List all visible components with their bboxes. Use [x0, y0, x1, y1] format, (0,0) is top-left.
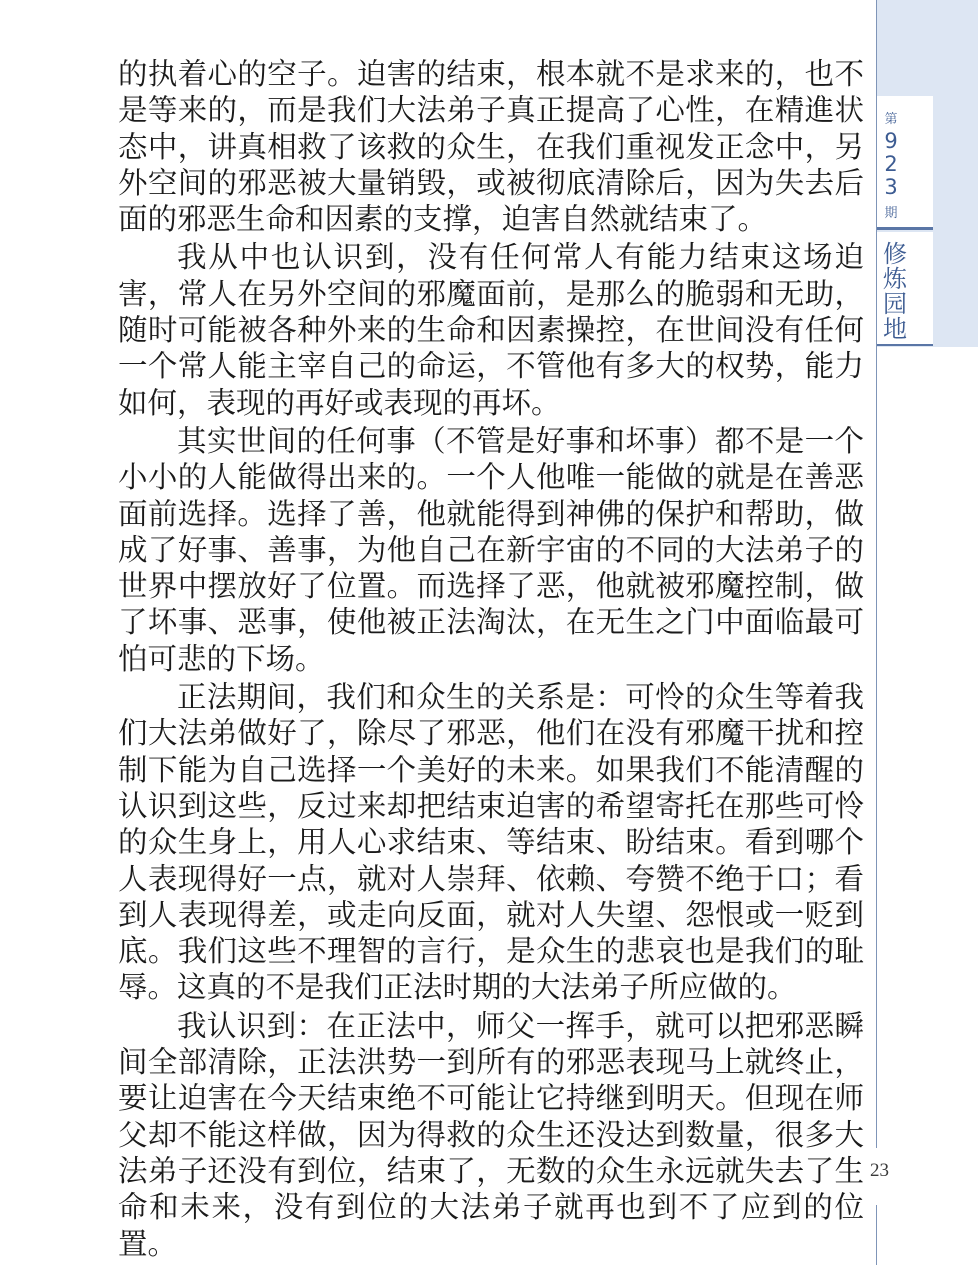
section-char: 地 — [883, 315, 907, 343]
issue-number — [877, 130, 905, 199]
issue-digit: 2 — [884, 152, 898, 176]
section-title — [881, 242, 909, 342]
issue-number-box — [877, 96, 933, 229]
section-char: 修 — [883, 240, 907, 268]
issue-digit: 3 — [884, 175, 898, 199]
section-char: 炼 — [883, 265, 907, 293]
paragraph: 其实世间的任何事（不管是好事和坏事）都不是一个小小的人能做得出来的。一个人他唯一能做的就是在善恶面前选择。选择了善，他就能得到神佛的保护和帮助，做成了好事、善事，为他自己在新宇宙的不同的大法弟子的世界中摆放好了位置。而选择了恶，他就被邪魔控制，做了坏事、恶事，使他被正法淘汰，在无生之门中面临最可怕可悲的下场。 — [118, 423, 864, 676]
section-char: 园 — [883, 290, 907, 318]
page-number: 23 — [870, 1160, 889, 1181]
issue-prefix: 第 — [884, 112, 898, 127]
paragraph: 我从中也认识到，没有任何常人有能力结束这场迫害，常人在另外空间的邪魔面前，是那么的脆弱和无助，随时可能被各种外来的生命和因素操控，在世间没有任何一个常人能主宰自己的命运，不管他有多大的权势，能力如何，表现的再好或表现的再坏。 — [118, 240, 864, 420]
paragraph: 的执着心的空子。迫害的结束，根本就不是求来的，也不是等来的，而是我们大法弟子真正提高了心性，在精進状态中，讲真相救了该救的众生，在我们重视发正念中，另外空间的邪恶被大量销毁，或被彻底清除后，因为失去后面的邪恶生命和因素的支撑，迫害自然就结束了。 — [118, 57, 864, 237]
section-label-box — [877, 232, 933, 346]
sidebar-rule-lower — [876, 1205, 877, 1265]
paragraph: 正法期间，我们和众生的关系是：可怜的众生等着我们大法弟做好了，除尽了邪恶，他们在没有邪魔干扰和控制下能为自己选择一个美好的未来。如果我们不能清醒的认识到这些，反过来却把结束迫害的希望寄托在那些可怜的众生身上，用人心求结束、等结束、盼结束。看到哪个人表现得好一点，就对人崇拜、依赖、夸赞不绝于口；看到人表现得差，或走向反面，就对人失望、怨恨或一贬到底。我们这些不理智的言行，是众生的悲哀也是我们的耻辱。这真的不是我们正法时期的大法弟子所应做的。 — [118, 680, 864, 1005]
issue-suffix: 期 — [884, 206, 898, 221]
article-body — [118, 56, 864, 1264]
paragraph: 我认识到：在正法中，师父一挥手，就可以把邪恶瞬间全部清除，正法洪势一到所有的邪恶表现马上就终止，要让迫害在今天结束绝不可能让它持继到明天。但现在师父却不能这样做，因为得救的众生还没达到数量，很多大法弟子还没有到位，结束了，无数的众生永远就失去了生命和未来，没有到位的大法弟子就再也到不了应到的位置。 — [118, 1008, 864, 1261]
issue-digit: 9 — [884, 129, 898, 153]
